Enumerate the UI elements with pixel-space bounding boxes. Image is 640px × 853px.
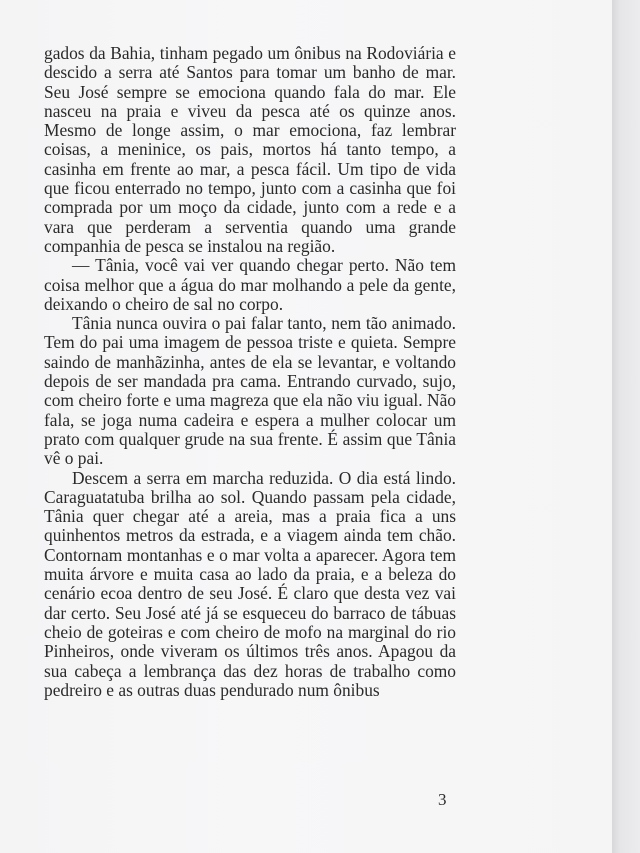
paragraph-1: gados da Bahia, tinham pegado um ônibus na Rodoviária e descido a serra até Santos para tomar um banho de mar. Seu José sempre se emociona quando fala do mar. Ele nasceu na praia e viveu da pesca até os quinze anos. Mesmo de longe assim, o mar emociona, faz lembrar coisas, a meninice, os pais, mortos há tanto tempo, a casinha em frente ao mar, a pesca fácil. Um tipo de vida que ficou enterrado no tempo, junto com a casinha que foi comprada por um moço da cidade, junto com a rede e a vara que perderam a serventia quando uma grande companhia de pesca se instalou na região. [44,43,456,256]
page-edge [612,0,640,853]
paragraph-2: — Tânia, você vai ver quando chegar perto. Não tem coisa melhor que a água do mar molhando a pele da gente, deixando o cheiro de sal no corpo. [44,255,456,314]
page-number: 3 [438,790,447,809]
paragraph-3: Tânia nunca ouvira o pai falar tanto, nem tão animado. Tem do pai uma imagem de pessoa triste e quieta. Sempre saindo de manhãzinha, antes de ela se levantar, e voltando depois de ser mandada pra cama. Entrando curvado, sujo, com cheiro forte e uma magreza que ela não viu igual. Não fala, se joga numa cadeira e espera a mulher colocar um prato com qualquer grude na sua frente. É assim que Tânia vê o pai. [44,313,456,469]
paragraph-4: Descem a serra em marcha reduzida. O dia está lindo. Caraguatatuba brilha ao sol. Quando passam pela cidade, Tânia quer chegar até a areia, mas a praia fica a uns quinhentos metros da estrada, e a viagem ainda tem chão. Contornam montanhas e o mar volta a aparecer. Agora tem muita árvore e muita casa ao lado da praia, e a beleza do cenário ecoa dentro de seu José. É claro que desta vez vai dar certo. Seu José até já se esqueceu do barraco de tábuas cheio de goteiras e com cheiro de mofo na marginal do rio Pinheiros, onde viveram os últimos três anos. Apagou da sua cabeça a lembrança das dez horas de trabalho como pedreiro e as outras duas pendurado num ônibus [44,467,456,700]
body-text [44,44,456,700]
